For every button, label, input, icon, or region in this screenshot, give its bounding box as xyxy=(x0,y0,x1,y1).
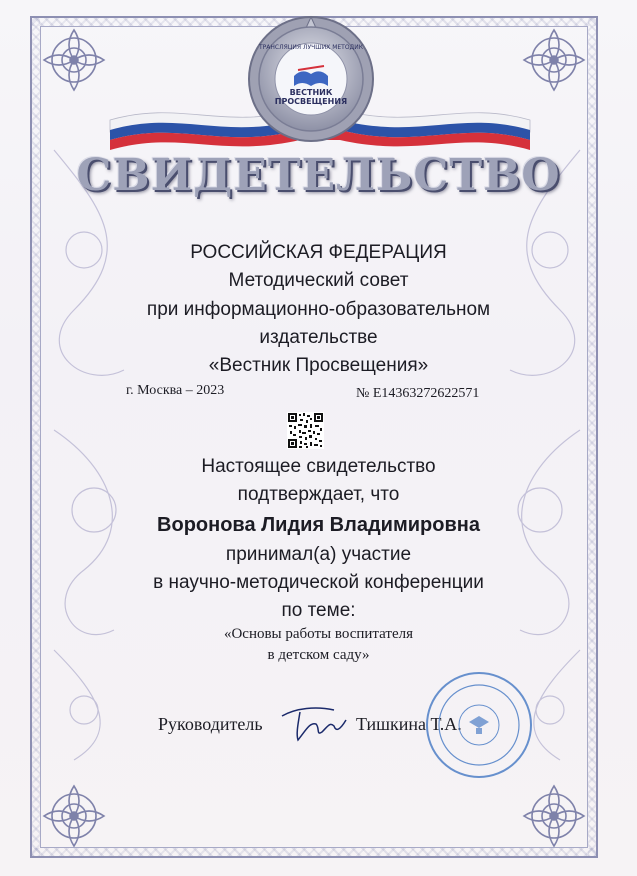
recipient-name: Воронова Лидия Владимировна xyxy=(157,514,480,536)
council-line-2: при информационно-образовательном xyxy=(146,299,491,320)
emblem-brand-line2: ПРОСВЕЩЕНИЯ xyxy=(274,97,348,106)
council-line-3: издательстве xyxy=(259,327,378,348)
head-label: Руководитель xyxy=(158,714,263,734)
official-stamp xyxy=(424,670,534,780)
topic-label: по теме: xyxy=(281,600,356,621)
country-line: РОССИЙСКАЯ ФЕДЕРАЦИЯ xyxy=(190,242,447,263)
certificate-number: № Е14363272622571 xyxy=(356,386,480,401)
corner-ornament-icon xyxy=(34,776,114,856)
corner-ornament-icon xyxy=(514,776,594,856)
topic-line-1: «Основы работы воспитателя xyxy=(223,626,414,642)
swirl-ornament-icon xyxy=(44,130,164,770)
council-line: Методический совет xyxy=(228,270,409,291)
emblem-brand-line1: ВЕСТНИК xyxy=(289,88,333,97)
participation-line: принимал(а) участие xyxy=(225,544,412,565)
certificate-title: СВИДЕТЕЛЬСТВО xyxy=(76,150,561,201)
publisher-line: «Вестник Просвещения» xyxy=(208,355,429,376)
city-year: г. Москва – 2023 xyxy=(126,383,225,398)
qr-code xyxy=(287,412,324,449)
medal-emblem xyxy=(246,14,376,144)
event-line: в научно-методической конференции xyxy=(153,572,484,593)
confirm-line-2: подтверждает, что xyxy=(237,484,400,505)
emblem-top-text: ТРАНСЛЯЦИЯ ЛУЧШИХ МЕТОДИК xyxy=(259,44,363,51)
signature xyxy=(276,702,356,744)
head-name: Тишкина Т.А. xyxy=(356,714,462,734)
confirm-line-1: Настоящее свидетельство xyxy=(201,456,436,477)
topic-line-2: в детском саду» xyxy=(267,647,370,663)
